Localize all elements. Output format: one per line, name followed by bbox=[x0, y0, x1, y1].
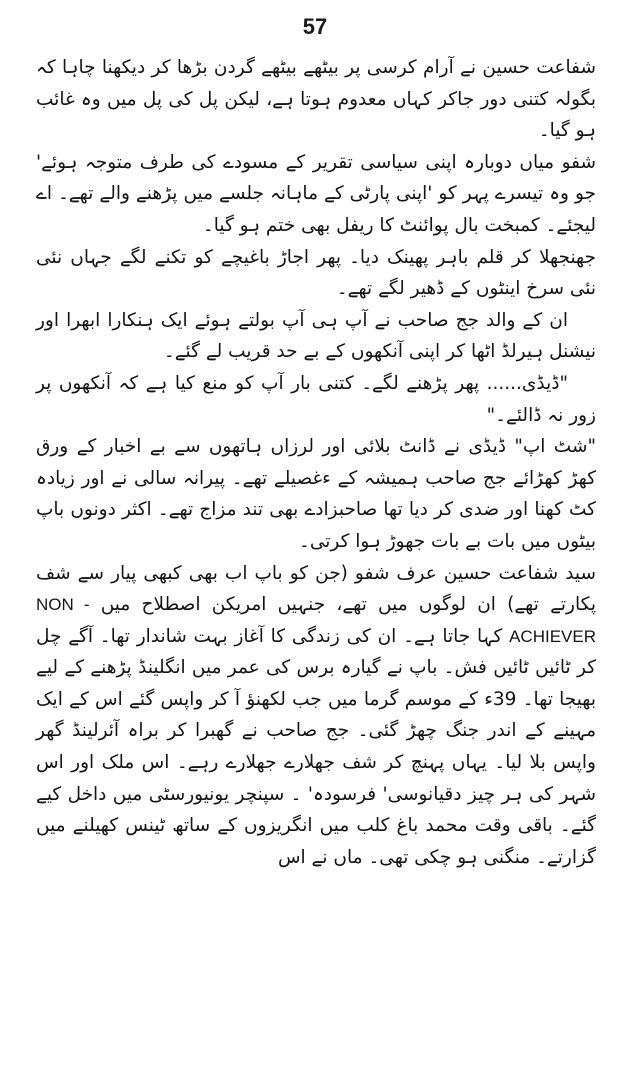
paragraph-2: شفو میاں دوبارہ اپنی سیاسی تقریر کے مسودے کی طرف متوجہ ہوئے' جو وہ تیسرے پہر کو 'اپنی پارٹی کے ماہانہ جلسے میں پڑھنے والے تھے۔ اے لیجئے۔ کمبخت بال پوائنٹ کا ریفل بھی ختم ہو گیا۔ bbox=[36, 151, 596, 236]
paragraph-7-text: سید شفاعت حسین عرف شفو (جن کو باپ اب بھی کبھی پیار سے شف پکارتے تھے) ان لوگوں میں تھے، جنہیں امریکن اصطلاح میں bbox=[36, 562, 596, 616]
paragraph-5: "ڈیڈی...... پھر پڑھنے لگے۔ کتنی بار آپ کو منع کیا ہے کہ آنکھوں پر زور نہ ڈالئے۔" bbox=[36, 372, 596, 426]
paragraph-3: جھنجھلا کر قلم باہر پھینک دیا۔ پھر اجاڑ باغیچے کو تکنے لگے جہاں نئی نئی سرخ اینٹوں کے ڈھیر لگے تھے۔ bbox=[36, 246, 596, 300]
paragraph-6: "شٹ اپ" ڈیڈی نے ڈانٹ بلائی اور لرزاں ہاتھوں سے بے اخبار کے ورق کھڑ کھڑائے جج صاحب ہمیشہ کے ءغصیلے تھے۔ پیرانہ سالی نے اور زیادہ کٹ کھنا اور ضدی کر دیا تھا صاحبزادے بھی تند مزاج تھے۔ اکثر دونوں باپ بیٹوں میں بات بے بات جھوڑ ہوا کرتی۔ bbox=[36, 436, 596, 552]
paragraph-1: شفاعت حسین نے آرام کرسی پر بیٹھے بیٹھے گردن بڑھا کر دیکھنا چاہا کہ بگولہ کتنی دور جاکر کہاں معدوم ہوتا ہے، لیکن پل کی پل میں وہ غائب ہو گیا۔ bbox=[36, 57, 596, 142]
text-column bbox=[36, 52, 596, 873]
paragraph-7-continued: کہا جاتا ہے۔ ان کی زندگی کا آغاز بہت شاندار تھا۔ آگے چل کر ٹائیں ٹائیں فش۔ باپ نے گیارہ برس کی عمر میں انگلینڈ پڑھنے کے لیے بھیجا تھا۔ 39ء کے موسم گرما میں جب لکھنؤ آ کر واپس گئے اس کے ایک مہینے کے اندر جنگ چھڑ گئی۔ جج صاحب نے گھبرا کر براہ آئرلینڈ گھر واپس بلا لیا۔ یہاں پہنچ کر شف جھلارے جھلارے رہے۔ اس ملک اور اس شہر کی ہر چیز دقیانوسی' فرسودہ' ۔ سپنچر یونیورسٹی میں داخل کیے گئے۔ باقی وقت محمد باغ کلب میں انگریزوں کے ساتھ ٹینس کھیلنے میں گزارتے۔ منگنی ہو چکی تھی۔ ماں نے اس bbox=[36, 625, 596, 868]
paragraph-7 bbox=[36, 558, 596, 874]
paragraph-4: ان کے والد جج صاحب نے آپ ہی آپ بولتے ہوئے ایک ہنکارا ابھرا اور نیشنل ہیرلڈ اٹھا کر اپنی آنکھوں کے بے حد قریب لے گئے۔ bbox=[36, 309, 596, 363]
english-term: NON - ACHIEVER bbox=[36, 595, 596, 646]
page-number: 57 bbox=[302, 14, 328, 39]
